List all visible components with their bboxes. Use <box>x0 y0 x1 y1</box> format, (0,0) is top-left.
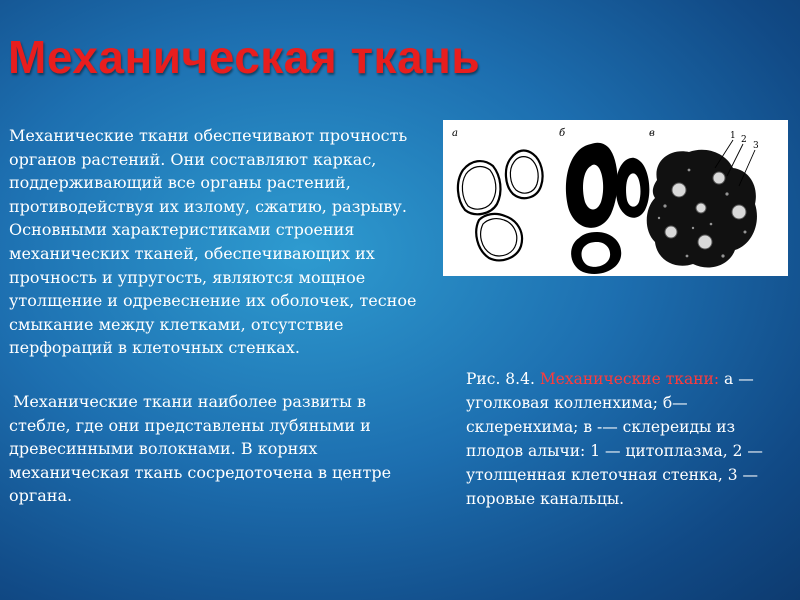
sclereid-lumen <box>696 203 706 213</box>
caption-prefix: Рис. 8.4. <box>466 370 540 388</box>
collenchyma-cell-inner <box>462 167 495 210</box>
collenchyma-cells <box>458 151 543 261</box>
caption-highlight: Механические ткани: <box>539 370 720 388</box>
caption-text: а —уголковая колленхима; б—склеренхима; в -— склереиды из плодов алычи: 1 — цитоплазма, 2 —утолщенная клеточная стенка, 3 — поровые канальцы. <box>466 370 763 508</box>
pointer-label-1: 1 <box>730 131 736 141</box>
label-v: в <box>649 128 655 139</box>
pointer-label-2: 2 <box>741 135 747 145</box>
sclereid-lumen <box>732 205 746 219</box>
collenchyma-cell <box>476 214 522 260</box>
collenchyma-cell <box>506 151 543 199</box>
sclereid-lumen <box>713 172 725 184</box>
figure-caption <box>466 367 786 511</box>
sclereid-cells <box>647 131 759 268</box>
sclereid-lumen <box>665 226 677 238</box>
sclereid-lumen <box>698 235 712 249</box>
tissue-illustration <box>443 120 788 276</box>
tissue-figure <box>443 120 788 276</box>
pointer-label-3: 3 <box>753 141 759 151</box>
collenchyma-cell <box>458 161 501 214</box>
sclerenchyma-cell <box>571 232 621 274</box>
sclerenchyma-cell <box>616 158 650 218</box>
sclerenchyma-cell <box>566 143 618 228</box>
collenchyma-cell-inner <box>510 157 538 194</box>
sclereid-lumen <box>672 183 686 197</box>
label-a: а <box>452 128 458 139</box>
main-paragraph: Механические ткани обеспечивают прочность органов растений. Они составляют каркас, поддерживающий все органы растений, противодействуя их излому, сжатию, разрыву. Основными характеристиками строения механических тканей, обеспечивающих их прочность и упругость, являются мощное утолщение и одревеснение их оболочек, тесное смыкание между клетками, отсутствие перфораций в клеточных стенках. <box>9 126 417 358</box>
sclerenchyma-cells <box>566 143 649 274</box>
collenchyma-cell-inner <box>481 219 517 256</box>
second-paragraph: Механические ткани наиболее развиты в стебле, где они представлены лубяными и древесинными волокнами. В корнях механическая ткань сосредоточена в центре органа. <box>9 392 392 506</box>
label-b: б <box>559 128 566 139</box>
slide-title: Механическая ткань <box>8 31 481 83</box>
